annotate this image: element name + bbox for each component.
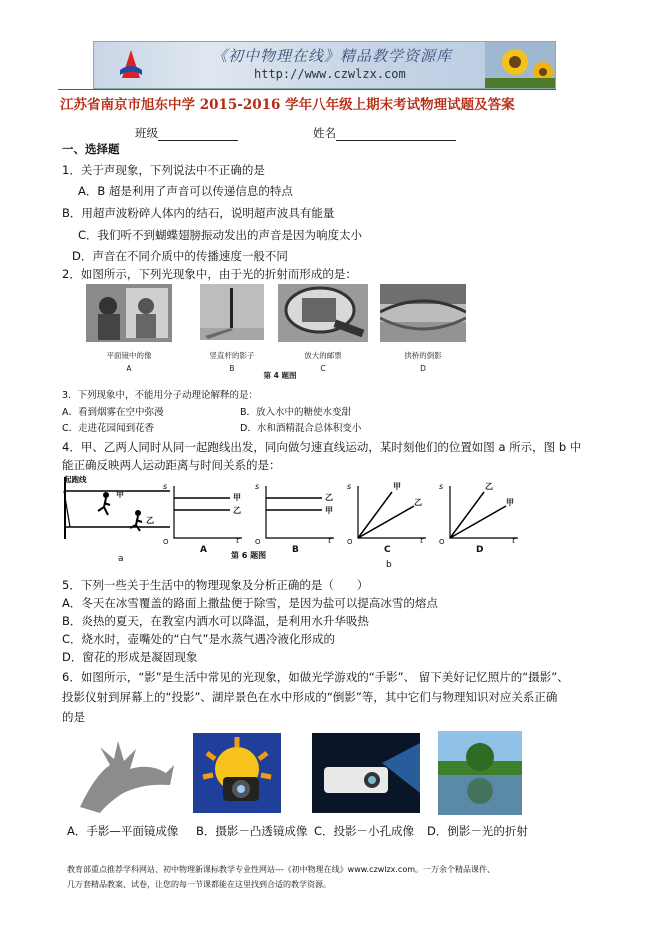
graph-b-t: t	[328, 536, 332, 545]
fig-a-label: a	[118, 554, 124, 564]
q6-line3: 的是	[62, 710, 85, 724]
q6-line2: 投影仪射到屏幕上的“投影”、湖岸景色在水中形成的“倒影”等，其中它们与物理知识对应关系正确	[62, 690, 558, 704]
sunflower-image	[485, 42, 555, 88]
q4-line1: 4．甲、乙两人同时从同一起跑线出发，同向做匀速直线运动，某时刻他们的位置如图 a 所示，图 b 中	[62, 440, 582, 454]
graph-c-letter: C	[384, 545, 391, 555]
graph-c-yi: 乙	[414, 498, 422, 507]
name-field	[313, 125, 456, 141]
graph-b-jia: 甲	[325, 506, 333, 515]
graph-d-t: t	[512, 536, 516, 545]
graph-d-s: s	[439, 482, 444, 491]
q6-option-c: C．投影－小孔成像	[314, 824, 415, 838]
hand-shadow-image	[70, 735, 180, 815]
q6-option-a: A．手影—平面镜成像	[67, 824, 179, 838]
graph-c-jia: 甲	[393, 482, 401, 491]
graph-a-letter: A	[200, 545, 207, 555]
graph-a-t: t	[236, 536, 240, 545]
q2-caption-d: 拱桥的倒影	[404, 351, 442, 360]
q3-option-a: A．看到烟雾在空中弥漫	[62, 407, 164, 418]
q4-graph-c	[352, 484, 428, 544]
q6-option-d: D．倒影－光的折射	[427, 824, 528, 838]
q1-option-a: A．B 超是利用了声音可以传递信息的特点	[78, 184, 293, 198]
q3-option-d: D．水和酒精混合总体积变小	[240, 423, 362, 434]
graph-b-letter: B	[292, 545, 299, 555]
q1-option-c: C．我们听不到蝴蝶翅膀振动发出的声音是因为响度太小	[78, 228, 363, 242]
header-banner	[93, 41, 556, 89]
logo-icon	[118, 48, 144, 82]
graph-a-yi: 乙	[233, 506, 241, 515]
q3-option-b: B．放入水中的糖使水变甜	[240, 407, 352, 418]
name-label: 姓名	[313, 126, 336, 140]
q6-line1: 6．如图所示，“影”是生活中常见的光现象，如做光学游戏的“手影”、 留下美好记忆照片的“摄影”、	[62, 670, 569, 684]
class-field	[135, 125, 238, 141]
runner-jia-icon	[98, 492, 110, 515]
q2-figure-label: 第 4 题图	[263, 371, 297, 380]
fig-a-yi: 乙	[146, 516, 154, 525]
runner-yi-icon	[130, 510, 142, 531]
q3-stem: 3．下列现象中，不能用分子动理论解释的是：	[62, 390, 259, 401]
q4-line2: 能正确反映两人运动距离与时间关系的是：	[62, 458, 281, 472]
graph-c-o: O	[347, 538, 353, 546]
footer-line2: 几万套精品教案、试卷，让您的每一节课都能在这里找到合适的教学资源。	[67, 880, 331, 889]
q2-letter-c: C	[320, 364, 326, 373]
q4-graph-d	[444, 484, 520, 544]
name-blank[interactable]	[336, 128, 456, 141]
q2-letter-d: D	[420, 364, 426, 373]
q5-option-d: D．窗花的形成是凝固现象	[62, 650, 198, 664]
graph-b-yi: 乙	[325, 493, 333, 502]
q2-letter-a: A	[126, 364, 132, 373]
graph-d-o: O	[439, 538, 445, 546]
fig-b-label: b	[386, 560, 392, 570]
q1-option-b: B．用超声波粉碎人体内的结石，说明超声波具有能量	[62, 206, 335, 220]
graph-d-yi: 乙	[485, 482, 493, 491]
banner-url[interactable]: http://www.czwlzx.com	[254, 67, 406, 81]
q1-option-d: D．声音在不同介质中的传播速度一般不同	[72, 249, 288, 263]
q5-option-c: C．烧水时，壶嘴处的“白气”是水蒸气遇冷液化形成的	[62, 632, 335, 646]
projector-image	[312, 733, 420, 813]
q4-figure-label: 第 6 题图	[231, 551, 267, 560]
graph-b-o: O	[255, 538, 261, 546]
lake-reflection-image	[438, 731, 522, 815]
graph-b-s: s	[255, 482, 260, 491]
banner-title: 《初中物理在线》精品教学资源库	[212, 47, 453, 65]
sun-camera-image	[193, 733, 281, 813]
graph-d-letter: D	[476, 545, 484, 555]
class-label: 班级	[135, 126, 158, 140]
q2-caption-a: 平面镜中的像	[106, 351, 152, 360]
header-rule	[58, 89, 556, 90]
footer-line1: 教育部重点推荐学科网站、初中物理新课标教学专业性网站---《初中物理在线》www.czwlzx.com。一万余个精品课件、	[67, 865, 496, 874]
q2-letter-b: B	[229, 364, 235, 373]
q2-caption-b: 竖直杆的影子	[209, 351, 255, 360]
page-title: 江苏省南京市旭东中学 2015-2016 学年八年级上期末考试物理试题及答案	[60, 97, 515, 113]
q2-caption-c: 放大的邮票	[304, 351, 342, 360]
q5-option-a: A．冬天在冰雪覆盖的路面上撒盐便于除雪，是因为盐可以提高冰雪的熔点	[62, 596, 438, 610]
start-line-label: 起跑线	[64, 475, 87, 484]
q3-option-c: C．走进花园闻到花香	[62, 423, 155, 434]
fig-a-jia: 甲	[116, 490, 124, 499]
photo-mirror	[86, 284, 172, 342]
graph-a-o: O	[163, 538, 169, 546]
section-heading: 一、选择题	[62, 142, 120, 156]
photo-shadow	[200, 284, 264, 340]
graph-d-jia: 甲	[506, 498, 514, 507]
q5-stem: 5．下列一些关于生活中的物理现象及分析正确的是（ ）	[62, 578, 369, 592]
graph-c-t: t	[420, 536, 424, 545]
graph-c-s: s	[347, 482, 352, 491]
graph-a-jia: 甲	[233, 493, 241, 502]
photo-bridge	[380, 284, 466, 342]
q2-stem: 2．如图所示，下列光现象中，由于光的折射而形成的是：	[62, 267, 357, 281]
graph-a-s: s	[163, 482, 168, 491]
q5-option-b: B．炎热的夏天，在教室内洒水可以降温，是利用水升华吸热	[62, 614, 369, 628]
photo-stamp	[278, 284, 368, 342]
q6-option-b: B．摄影－凸透镜成像	[196, 824, 308, 838]
q1-stem: 1．关于声现象，下列说法中不正确的是	[62, 163, 265, 177]
class-blank[interactable]	[158, 128, 238, 141]
